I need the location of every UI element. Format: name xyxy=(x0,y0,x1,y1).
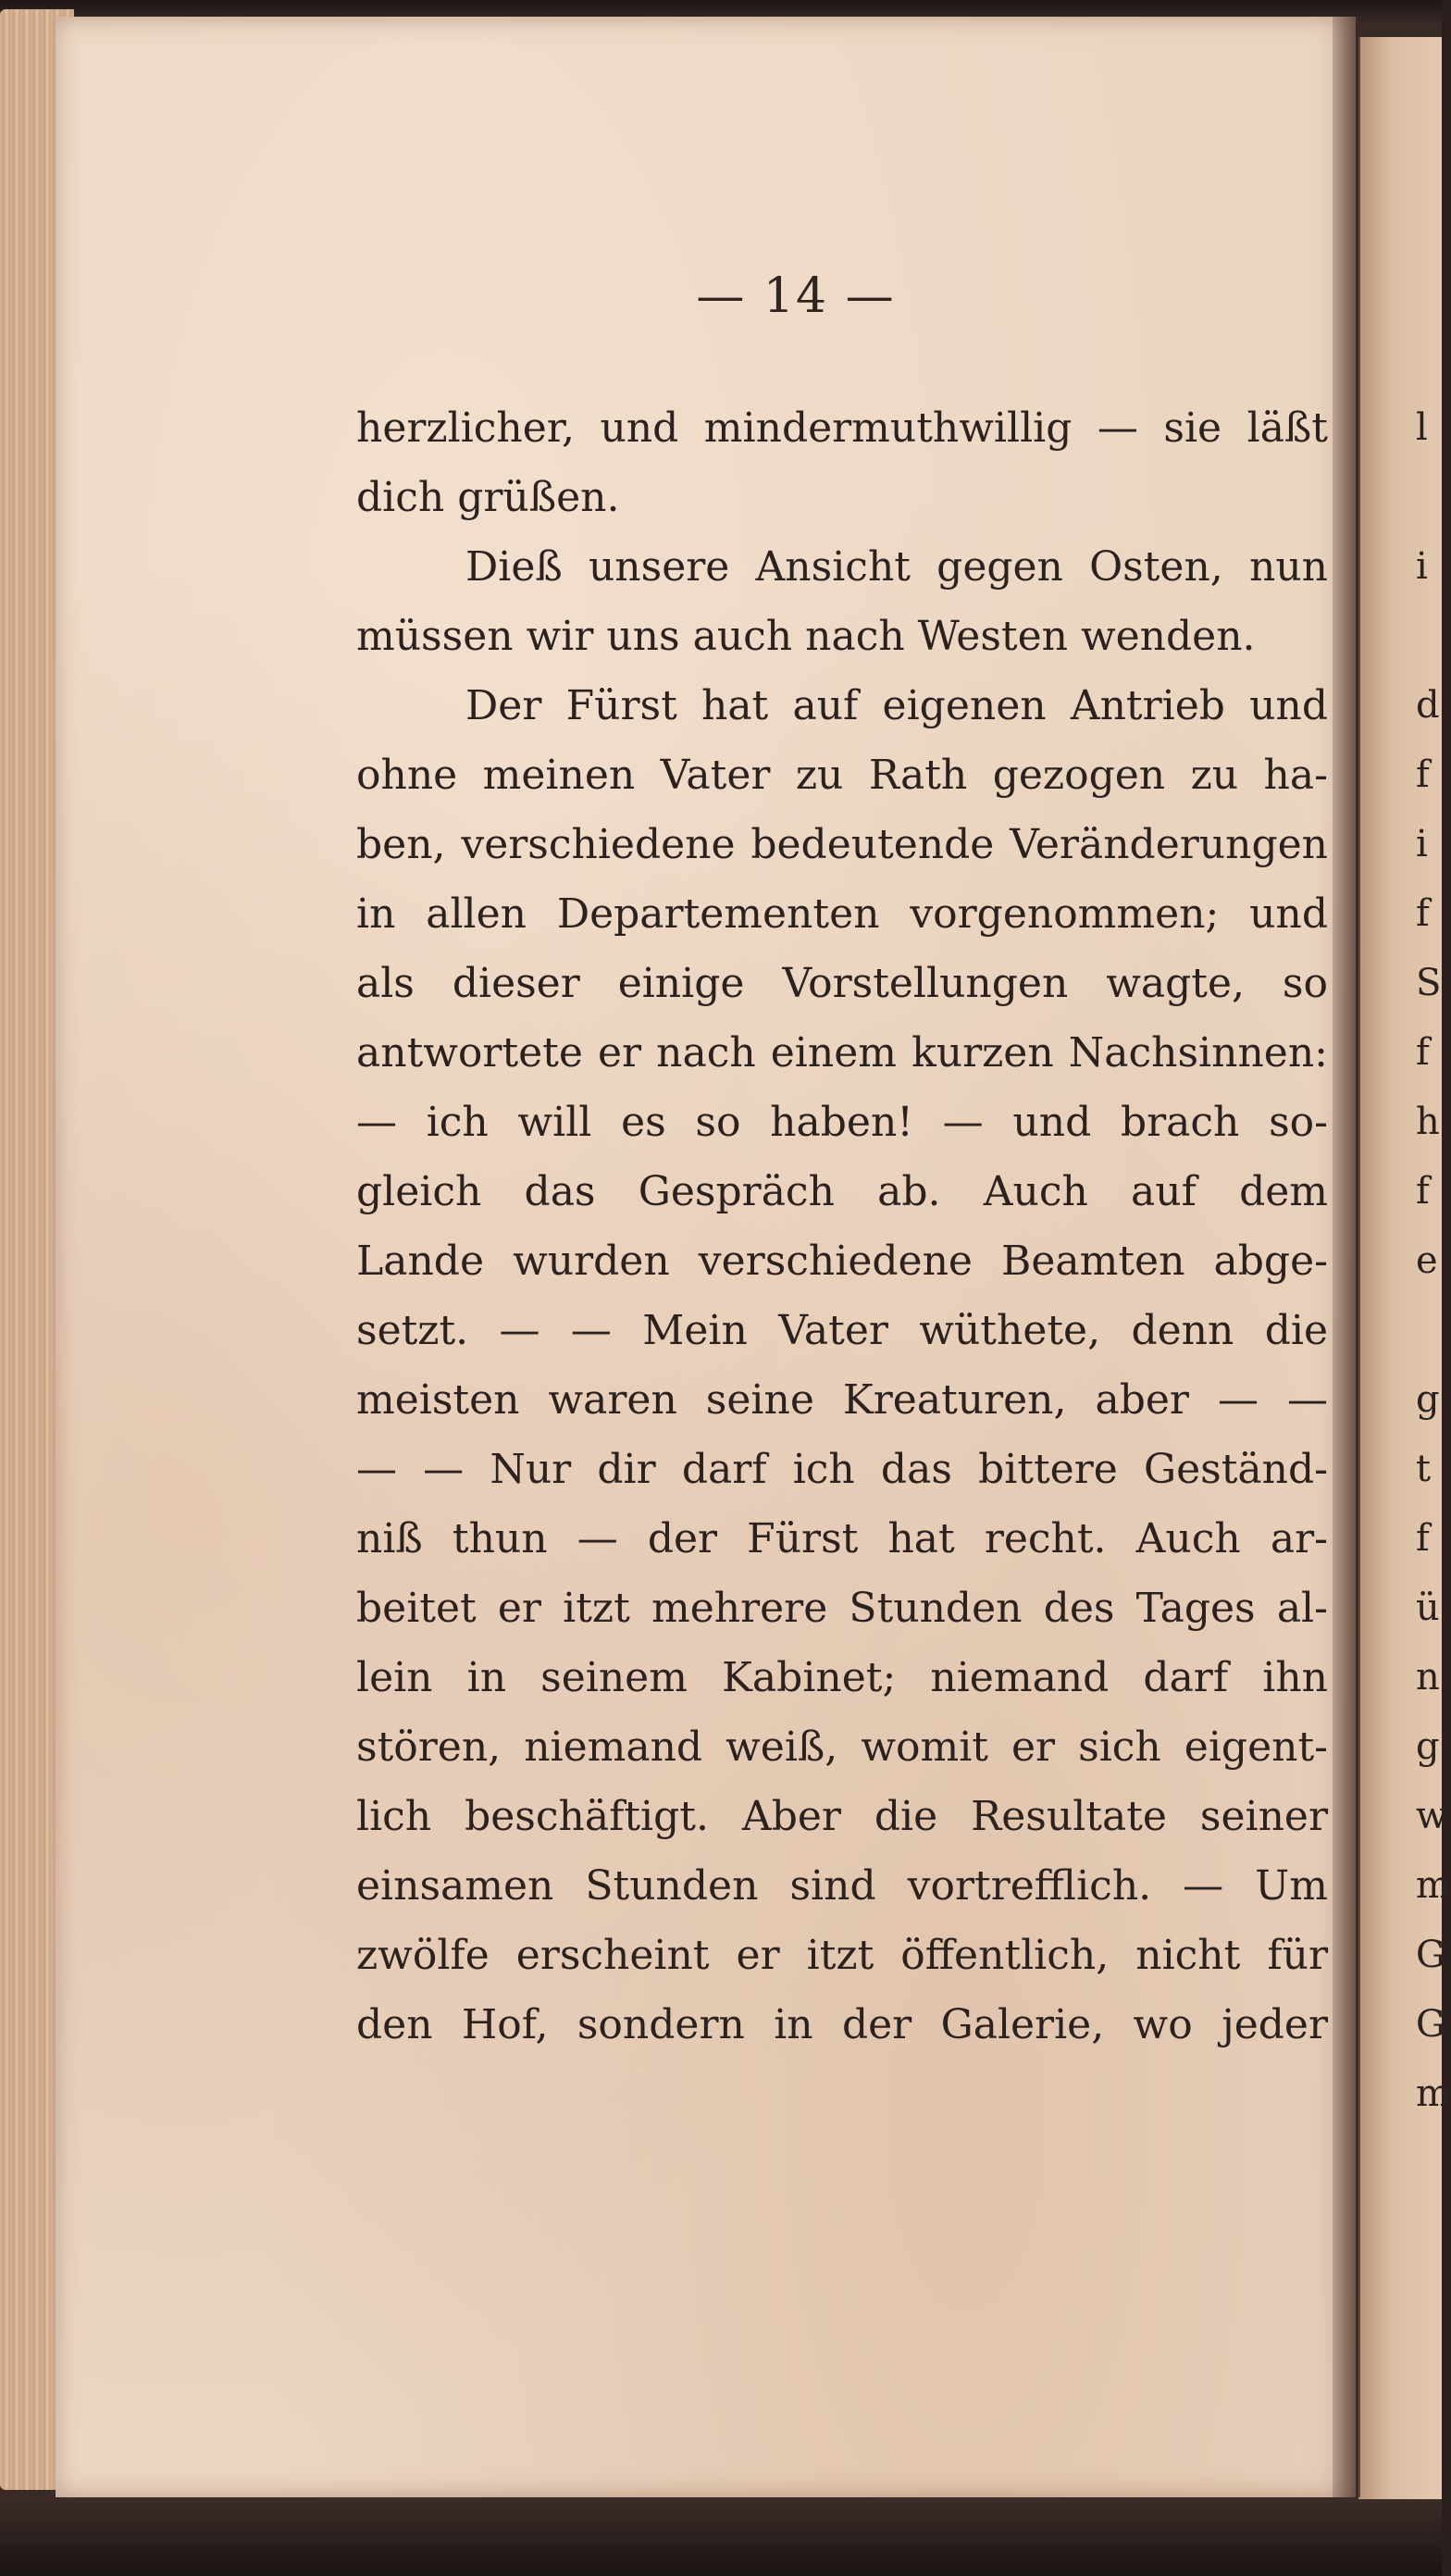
adjacent-page-glyph: e xyxy=(1416,1239,1438,1282)
text-line: zwölfe erscheint er itzt öffentlich, nicht für xyxy=(356,1932,1328,1979)
scan-background-bottom xyxy=(0,2499,1442,2576)
adjacent-page-glyph: w xyxy=(1416,1795,1448,1837)
adjacent-page-glyph: f xyxy=(1416,1031,1430,1074)
text-line: Lande wurden verschiedene Beamten abge- xyxy=(356,1238,1328,1285)
adjacent-page-glyph: m xyxy=(1416,2072,1451,2115)
text-line: lein in seinem Kabinet; niemand darf ihn xyxy=(356,1654,1328,1701)
text-line: den Hof, sondern in der Galerie, wo jeder xyxy=(356,2001,1328,2048)
adjacent-page-glyph: f xyxy=(1416,892,1430,935)
adjacent-page-glyph: n xyxy=(1416,1656,1440,1699)
text-line: ben, verschiedene bedeutende Veränderungen xyxy=(356,821,1328,868)
adjacent-page-glyph: h xyxy=(1416,1101,1440,1143)
adjacent-page-glyph: g xyxy=(1416,1378,1440,1421)
adjacent-page-glyph: l xyxy=(1416,406,1428,449)
adjacent-page-glyph xyxy=(1416,1296,1442,1365)
adjacent-page-glyph: i xyxy=(1416,545,1428,588)
text-line: müssen wir uns auch nach Westen wenden. xyxy=(356,613,1256,660)
text-line: als dieser einige Vorstellungen wagte, so xyxy=(356,960,1328,1007)
adjacent-page-glyph: G xyxy=(1416,2003,1445,2046)
adjacent-page-glyph: ü xyxy=(1416,1587,1440,1629)
text-line: in allen Departementen vorgenommen; und xyxy=(356,890,1328,938)
text-line: herzlicher, und mindermuthwillig — sie läßt xyxy=(356,404,1328,452)
adjacent-page-glyph: d xyxy=(1416,684,1440,727)
gutter-shadow xyxy=(1333,17,1360,2497)
text-line: gleich das Gespräch ab. Auch auf dem xyxy=(356,1168,1328,1215)
adjacent-page-glyph: g xyxy=(1416,1725,1440,1768)
adjacent-page-glyph: f xyxy=(1416,1517,1430,1560)
text-line: meisten waren seine Kreaturen, aber — — xyxy=(356,1376,1328,1424)
adjacent-page-glyph: f xyxy=(1416,1170,1430,1213)
body-text xyxy=(356,393,1328,2060)
adjacent-page-glyph: t xyxy=(1416,1448,1432,1490)
text-line: beitet er itzt mehrere Stunden des Tages al- xyxy=(356,1585,1328,1632)
text-line: Dieß unsere Ansicht gegen Osten, nun xyxy=(465,543,1328,591)
text-line: stören, niemand weiß, womit er sich eigent- xyxy=(356,1724,1328,1771)
adjacent-page-glyph: f xyxy=(1416,753,1430,796)
adjacent-page-glyph: i xyxy=(1416,823,1428,865)
text-line: — — Nur dir darf ich das bittere Geständ- xyxy=(356,1446,1328,1493)
text-line: niß thun — der Fürst hat recht. Auch ar- xyxy=(356,1515,1328,1562)
text-line: dich grüßen. xyxy=(356,474,620,521)
text-line: antwortete er nach einem kurzen Nachsinnen: xyxy=(356,1029,1328,1076)
adjacent-page-glyph xyxy=(1416,602,1442,671)
text-line: setzt. — — Mein Vater wüthete, denn die xyxy=(356,1307,1328,1354)
adjacent-page-glyph: S xyxy=(1416,962,1442,1004)
text-line: einsamen Stunden sind vortrefflich. — Um xyxy=(356,1862,1328,1910)
adjacent-page-glyph: G xyxy=(1416,1934,1445,1976)
text-line: — ich will es so haben! — und brach so- xyxy=(356,1099,1328,1146)
text-line: lich beschäftigt. Aber die Resultate seiner xyxy=(356,1793,1328,1840)
text-line: Der Fürst hat auf eigenen Antrieb und xyxy=(465,682,1328,729)
adjacent-page-glyph: m xyxy=(1416,1864,1451,1907)
page-number: — 14 — xyxy=(696,268,896,324)
adjacent-page-glyph xyxy=(1416,463,1442,532)
text-line: ohne meinen Vater zu Rath gezogen zu ha- xyxy=(356,752,1328,799)
adjacent-page-text xyxy=(1416,393,1451,2129)
